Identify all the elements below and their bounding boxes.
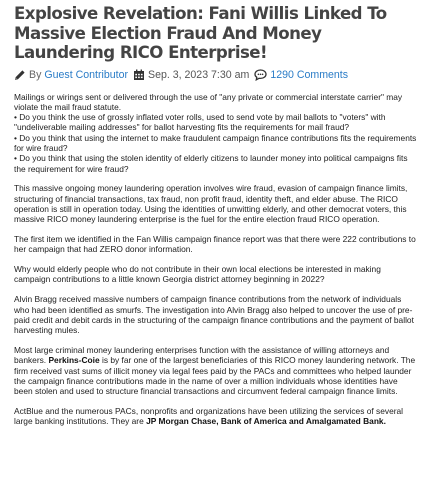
banking-paragraph: [14, 406, 417, 427]
elderly-contributions-paragraph: Why would elderly people who do not contribute in their own local elections be interested in making campaign contributions to a little known Georgia district attorney beginning in 2022?: [14, 264, 381, 285]
calendar-icon: [133, 69, 145, 81]
article-meta: [14, 69, 417, 81]
date-group: [133, 69, 249, 81]
alvin-bragg-paragraph: Alvin Bragg received massive numbers of campaign finance contributions from the network of individuals who had been identified as smurfs. The investigation into Alvin Bragg also helped to uncover the use of pre-paid credit and debit cards in the structuring of the campaign finance contributions and the payment of ballot harvesting mules.: [14, 294, 414, 336]
comments-group[interactable]: [254, 69, 348, 81]
mail-fraud-paragraph: [14, 92, 417, 174]
author-group: [14, 69, 128, 81]
money-laundering-paragraph: This massive ongoing money laundering operation involves wire fraud, evasion of campaign finance limits, structuring of financial transactions, tax fraud, non profit fraud, identity theft, and elder abuse. The RICO operation is still in operation today. Using the identities of unwitting elderly, and other democrat voters, this massive RICO money laundering enterprise is the fuel for the entire election fraud RICO operation.: [14, 183, 408, 225]
perkins-coie-name: Perkins-Coie: [48, 355, 100, 366]
author-link[interactable]: Guest Contributor: [44, 68, 128, 81]
question-wire-fraud-internet: • Do you think that using the internet to make fraudulent campaign finance contributions fits the requirements for wire fraud?: [14, 132, 417, 153]
mail-fraud-statute-line: Mailings or wirings sent or delivered through the use of "any private or commercial interstate carrier" may violate the mail fraud statute.: [14, 91, 403, 112]
perkins-coie-intro: Most large criminal money laundering enterprises function with the assistance of willing attorneys and bankers.: [14, 344, 390, 366]
comments-link[interactable]: 1290 Comments: [270, 68, 349, 81]
publish-date: Sep. 3, 2023 7:30 am: [148, 68, 250, 81]
bank-names: JP Morgan Chase, Bank of America and Amalgamated Bank.: [146, 416, 386, 427]
banking-intro: ActBlue and the numerous PACs, nonprofits and organizations have been utilizing the services of several large banking institutions. They are: [14, 405, 404, 427]
perkins-coie-paragraph: [14, 345, 417, 396]
article-body: [14, 92, 417, 427]
comments-icon: [254, 69, 267, 81]
campaign-finance-report-paragraph: The first item we identified in the Fan Willis campaign finance report was that there were 222 contributions to her campaign that had ZERO donor information.: [14, 234, 416, 255]
article-title: Explosive Revelation: Fani Willis Linked To Massive Election Fraud And Money Laundering RICO Enterprise!: [14, 4, 387, 62]
pencil-icon: [14, 69, 26, 81]
question-mail-fraud: • Do you think the use of grossly inflated voter rolls, used to send vote by mail ballots to "voters" with "undeliverable mailing addresses" for ballot harvesting fits the requirements for mail fraud?: [14, 112, 386, 133]
question-wire-fraud-identity: • Do you think that using the stolen identity of elderly citizens to launder money into political campaigns fits the requirement for wire fraud?: [14, 153, 408, 174]
perkins-coie-details: is by far one of the largest beneficiaries of this RICO money laundering network. The firm received vast sums of illicit money via legal fees paid by the PACs and committees who helped launder the campaign finance contributions made in the name of over a million individuals whose identities have been stolen and used to structure financial transactions and circumvent federal campaign finance limits.: [14, 355, 416, 397]
by-label: By: [29, 68, 42, 81]
